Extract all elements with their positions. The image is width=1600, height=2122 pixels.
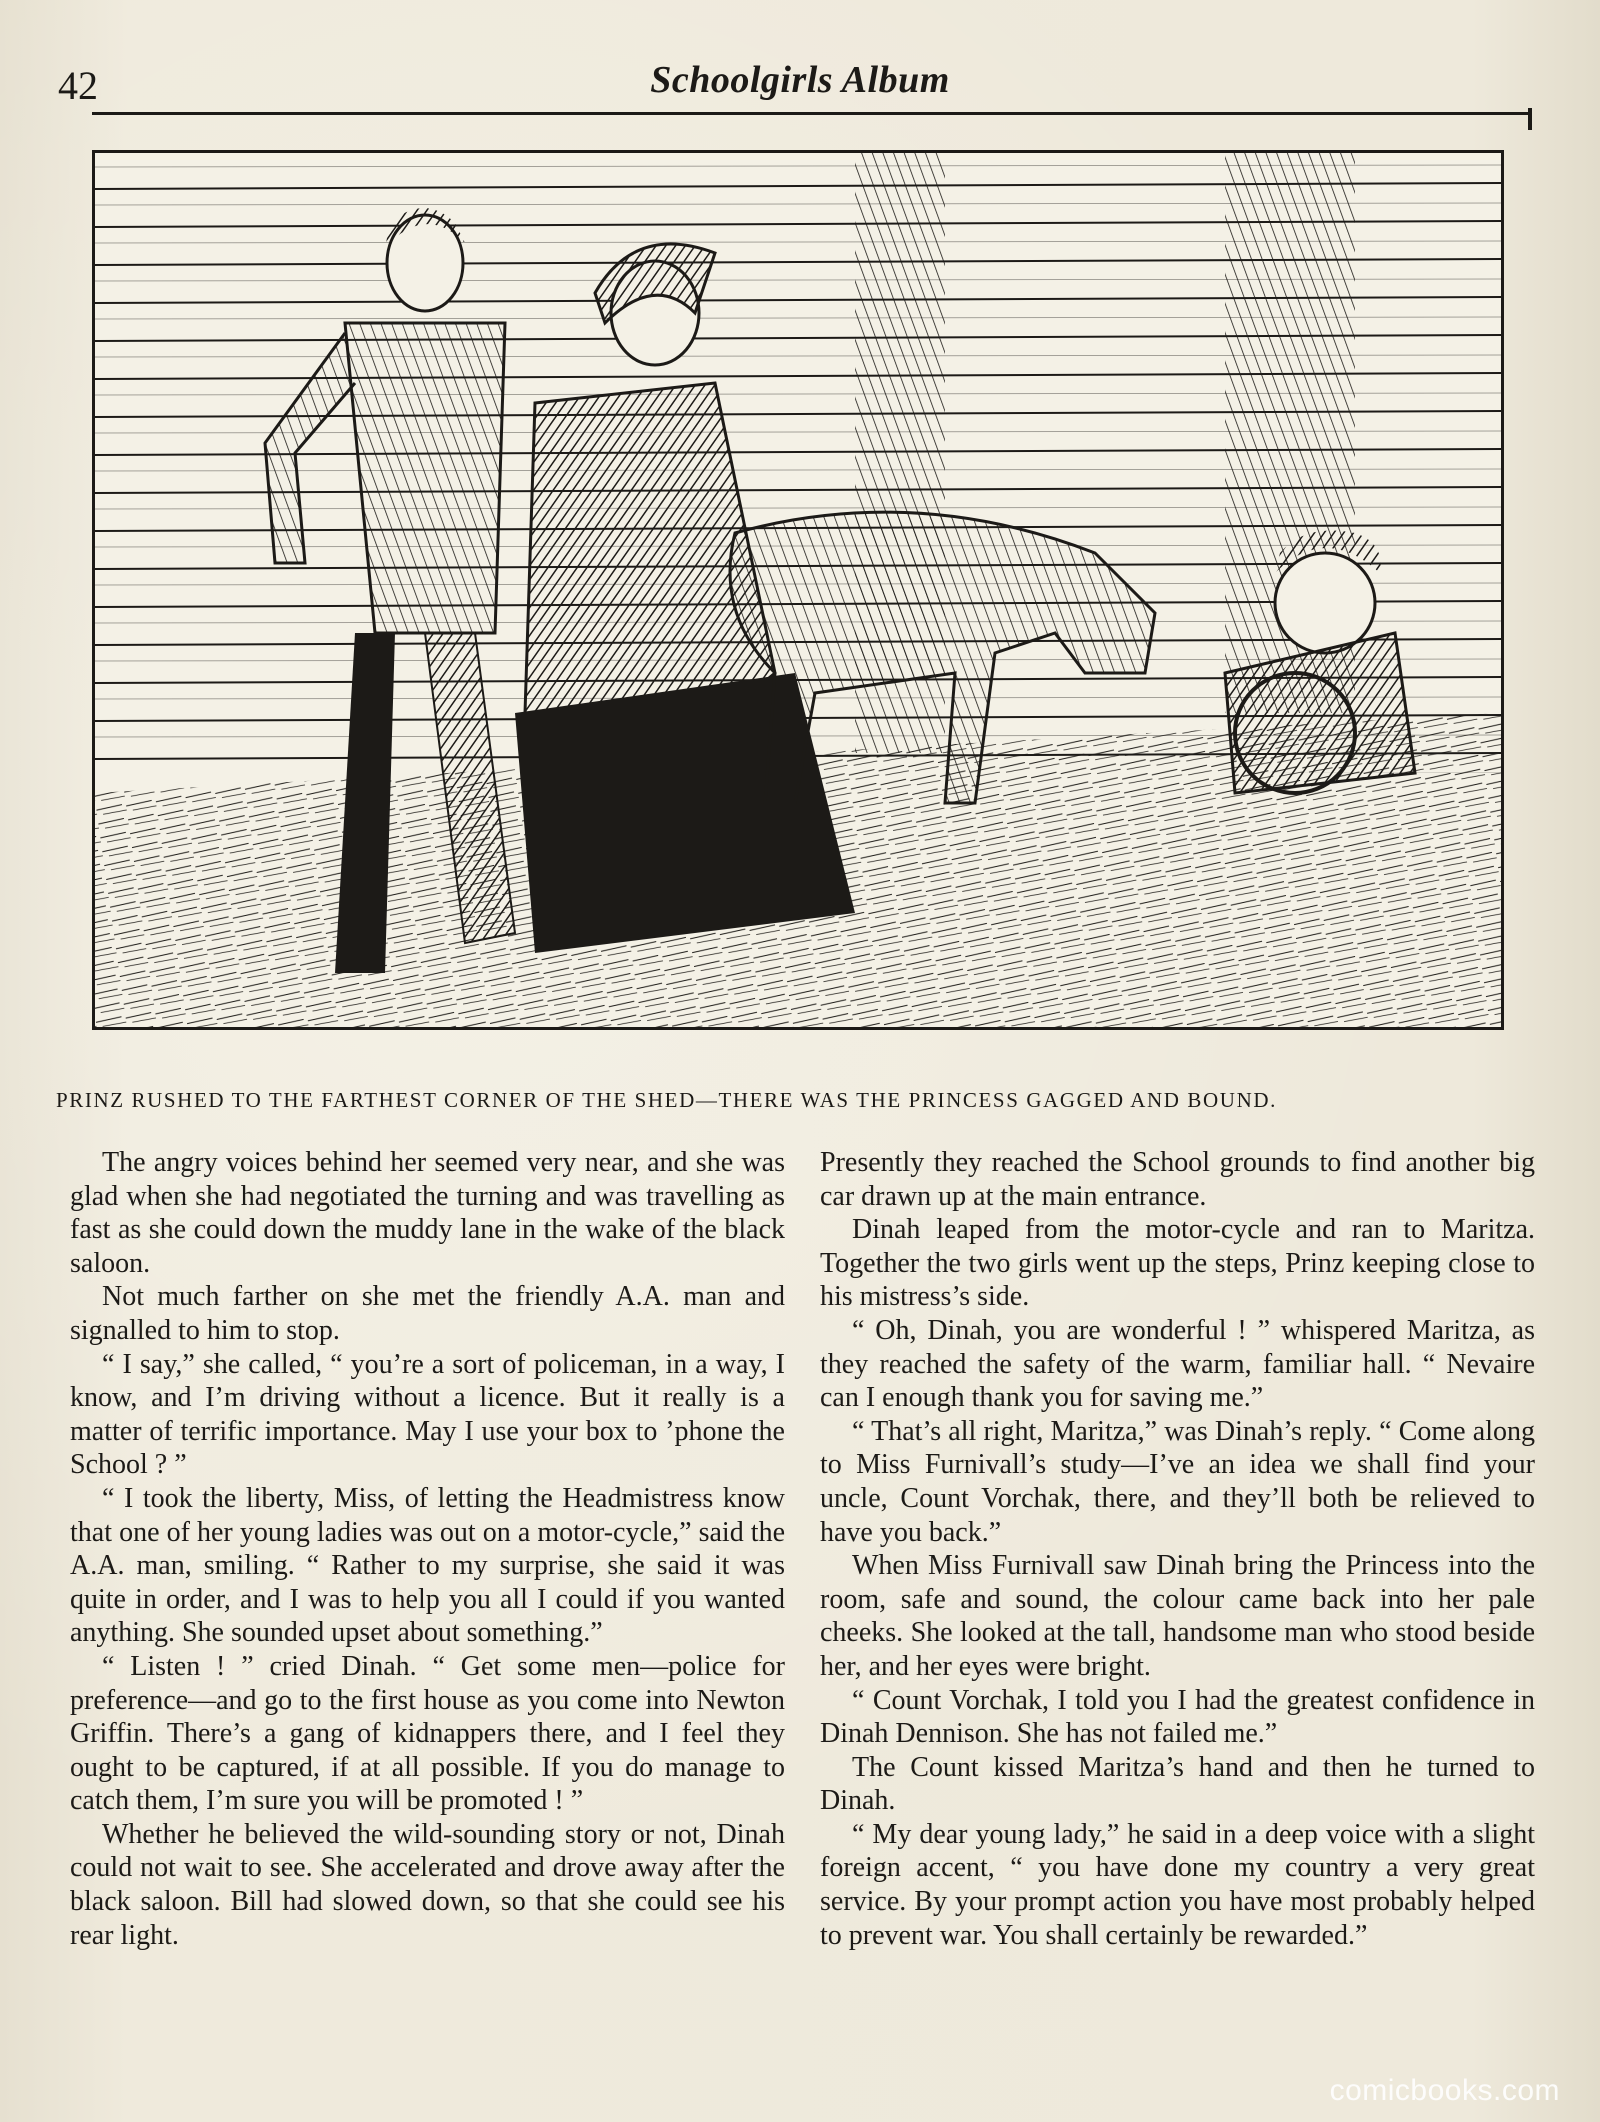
story-illustration [92, 150, 1504, 1030]
paragraph: Whether he believed the wild-sounding story or not, Dinah could not wait to see. She accelerated and drove away after the black saloon. Bill had slowed down, so that she could see his rear light. [70, 1818, 785, 1951]
paragraph: Dinah leaped from the motor-cycle and ran to Maritza. Together the two girls went up the steps, Prinz keeping close to his mistress’s side. [820, 1214, 1535, 1313]
illustration-drawing [95, 153, 1501, 1027]
paragraph: “ Count Vorchak, I told you I had the greatest confidence in Dinah Dennison. She has not failed me.” [820, 1684, 1535, 1750]
running-title: Schoolgirls Album [650, 59, 950, 101]
paragraph: “ I say,” she called, “ you’re a sort of policeman, in a way, I know, and I’m driving without a licence. But it really is a matter of terrific importance. May I use your box to ’phone the School ? ” [70, 1348, 785, 1481]
page-number: 42 [58, 63, 98, 108]
header-rule [92, 112, 1532, 115]
paragraph: When Miss Furnivall saw Dinah bring the Princess into the room, safe and sound, the colour came back into her pale cheeks. She looked at the tall, handsome man who stood beside her, and her eyes were bright. [820, 1550, 1535, 1682]
illustration-caption: PRINZ RUSHED TO THE FARTHEST CORNER OF THE SHED—THERE WAS THE PRINCESS GAGGED AND BOUND. [56, 1088, 1277, 1112]
header-rule-tick [1528, 108, 1532, 130]
paragraph: The angry voices behind her seemed very near, and she was glad when she had negotiated the turning and was travelling as fast as she could down the muddy lane in the wake of the black saloon. [70, 1147, 785, 1279]
paragraph: “ Listen ! ” cried Dinah. “ Get some men—police for preference—and go to the first house as you come into Newton Griffin. There’s a gang of kidnappers there, and I feel they ought to be captured, if at all possible. If you do manage to catch them, I’m sure you will be promoted ! ” [70, 1650, 785, 1817]
paragraph: “ That’s all right, Maritza,” was Dinah’s reply. “ Come along to Miss Furnivall’s study—I’ve an idea we shall find your uncle, Count Vorchak, there, and they’ll both be relieved to have you back.” [820, 1415, 1535, 1548]
paragraph: Presently they reached the School grounds to find another big car drawn up at the main entrance. [820, 1147, 1535, 1212]
paragraph: “ I took the liberty, Miss, of letting the Headmistress know that one of her young ladies was out on a motor-cycle,” said the A.A. man, smiling. “ Rather to my surprise, she said it was quite in order, and I was to help you all I could if you wanted anything. She sounded upset about something.” [70, 1482, 785, 1649]
site-watermark: comicbooks.com [1329, 2074, 1560, 2107]
paragraph: Not much farther on she met the friendly A.A. man and signalled to him to stop. [70, 1281, 785, 1346]
right-text-column [820, 1146, 1535, 1952]
paragraph: The Count kissed Maritza’s hand and then he turned to Dinah. [820, 1751, 1535, 1817]
paragraph: “ Oh, Dinah, you are wonderful ! ” whispered Maritza, as they reached the safety of the warm, familiar hall. “ Nevaire can I enough thank you for saving me.” [820, 1314, 1535, 1414]
paragraph: “ My dear young lady,” he said in a deep voice with a slight foreign accent, “ you have done my country a very great service. By your prompt action you have most probably helped to prevent war. You shall certainly be rewarded.” [820, 1818, 1535, 1951]
left-text-column [70, 1146, 785, 1952]
